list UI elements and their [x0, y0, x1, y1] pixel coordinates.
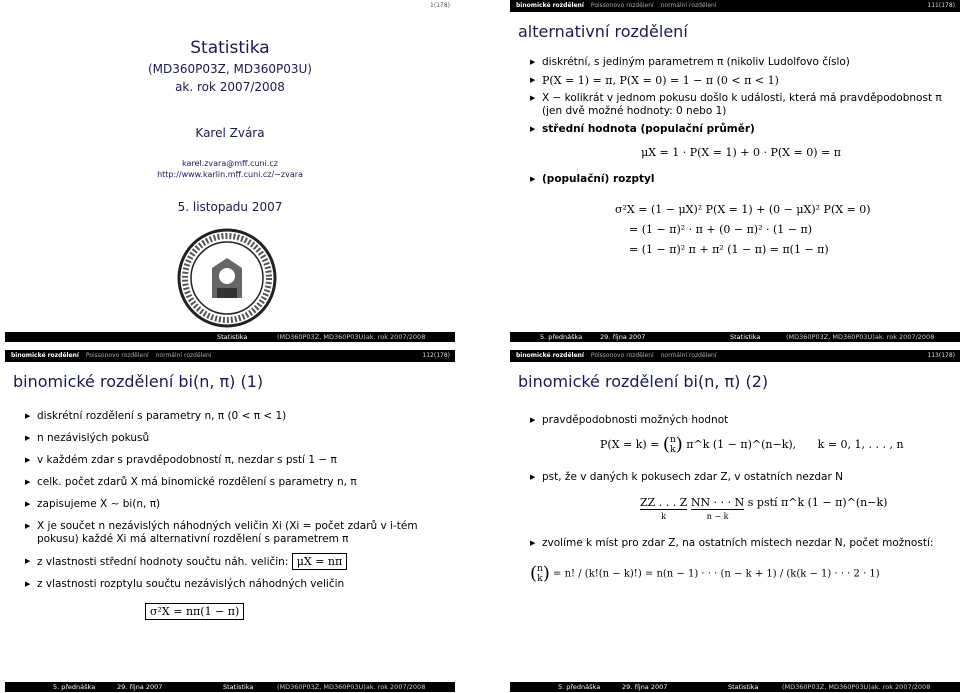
list-item: ▶ zvolíme k míst pro zdar Z, na ostatních místech nezdar N, počet možností:: [530, 537, 952, 550]
bullet-list: [530, 56, 952, 260]
variance-line: = (1 − π)² π + π² (1 − π) = π(1 − π): [629, 243, 829, 256]
variance-box: σ²X = nπ(1 − π): [145, 603, 244, 620]
nav-section[interactable]: binomické rozdělení: [516, 352, 584, 359]
slide-binomial-2: [510, 350, 960, 692]
university-seal-icon: [177, 228, 277, 328]
variance-line: = (1 − π)² · π + (0 − π)² · (1 − π): [629, 223, 813, 236]
list-item: ▶ pst, že v daných k pokusech zdar Z, v ostatních nezdar N: [530, 471, 952, 484]
slide-alternative-distribution: [510, 0, 960, 342]
author-email[interactable]: karel.zvara@mff.cuni.cz: [182, 159, 278, 168]
pmf-formula: P(X = k) = (n k) π^k (1 − π)^(n−k), k = 0, 1, . . . , n: [600, 434, 904, 455]
list-item: ▶ diskrétní rozdělení s parametry n, π (0 < π < 1): [25, 410, 447, 423]
nav-section[interactable]: binomické rozdělení: [516, 2, 584, 9]
list-item: ▶ střední hodnota (populační průměr): [530, 123, 952, 136]
list-item: ▶ X je součet n nezávislých náhodných veličin Xi (Xi = počet zdarů v i-tém pokusu) každé Xi má alternativní rozdělení s parametrem π: [25, 520, 447, 546]
course-code: (MD360P03Z, MD360P03U): [147, 62, 312, 76]
slide-title: alternativní rozdělení: [518, 22, 688, 41]
list-item: ▶ X − kolikrát v jednom pokusu došlo k události, která má pravděpodobnost π (jen dvě možné hodnoty: 0 nebo 1): [530, 92, 952, 118]
slide-navbar: [510, 0, 960, 12]
slide-binomial-1: [5, 350, 455, 692]
nav-poisson[interactable]: Poissonovo rozdělení: [590, 352, 654, 359]
nav-poisson[interactable]: Poissonovo rozdělení: [590, 2, 654, 9]
list-item: ▶ P(X = 1) = π, P(X = 0) = 1 − π (0 < π < 1): [530, 74, 952, 87]
page-number: 112(178): [422, 352, 450, 359]
nav-section[interactable]: binomické rozdělení: [11, 352, 79, 359]
author-name: Karel Zvára: [195, 126, 265, 140]
bullet-list: [530, 414, 952, 584]
page-number: 1(178): [430, 2, 450, 9]
slide-navbar: [5, 350, 455, 362]
list-item: ▶ diskrétní, s jediným parametrem π (nikoliv Ludolfovo číslo): [530, 56, 952, 69]
page-number: 113(178): [927, 352, 955, 359]
list-item: ▶ z vlastnosti rozptylu součtu nezávislých náhodných veličin: [25, 578, 447, 591]
mean-box: μX = nπ: [292, 553, 348, 570]
variance-line: σ²X = (1 − μX)² P(X = 1) + (0 − μX)² P(X = 0): [615, 203, 871, 216]
author-web[interactable]: http://www.karlin.mff.cuni.cz/∼zvara: [157, 170, 303, 179]
list-item: ▶ v každém zdar s pravděpodobností π, nezdar s pstí 1 − π: [25, 454, 447, 467]
slide-footer: 5. přednáška 29. října 2007 Statistika (MD360P03Z, MD360P03U)ak. rok 2007/2008: [510, 332, 960, 342]
sequence-formula: ZZ . . . Z k NN · · · N n − k s pstí π^k (1 − π)^(n−k): [640, 496, 888, 521]
slide-navbar: [510, 350, 960, 362]
list-item: ▶ zapisujeme X ∼ bi(n, π): [25, 498, 447, 511]
nav-poisson[interactable]: Poissonovo rozdělení: [85, 352, 149, 359]
list-item: ▶ z vlastnosti střední hodnoty součtu náh. veličin: μX = nπ: [25, 555, 447, 569]
academic-year: ak. rok 2007/2008: [175, 80, 285, 94]
bullet-list: [25, 410, 447, 619]
list-item: ▶ pravděpodobnosti možných hodnot: [530, 414, 952, 427]
presentation-title: Statistika: [190, 38, 270, 58]
presentation-date: 5. listopadu 2007: [177, 200, 283, 214]
slide-footer: 5. přednáška 29. října 2007 Statistika (MD360P03Z, MD360P03U)ak. rok 2007/2008: [510, 682, 960, 692]
slide-footer: 5. přednáška 29. října 2007 Statistika (MD360P03Z, MD360P03U)ak. rok 2007/2008: [5, 682, 455, 692]
nav-normal[interactable]: normální rozdělení: [155, 352, 212, 359]
variance-derivation: [530, 200, 952, 260]
slide-title: binomické rozdělení bi(n, π) (2): [518, 372, 769, 391]
nav-normal[interactable]: normální rozdělení: [660, 352, 717, 359]
slide1-footer: Statistika (MD360P03Z, MD360P03U)ak. rok 2007/2008: [5, 332, 455, 342]
slide-title: binomické rozdělení bi(n, π) (1): [13, 372, 264, 391]
list-item: ▶ n nezávislých pokusů: [25, 432, 447, 445]
nav-normal[interactable]: normální rozdělení: [660, 2, 717, 9]
list-item: ▶ (populační) rozptyl: [530, 173, 952, 186]
combination-formula: (n k) = n! / (k!(n − k)!) = n(n − 1) · · · (n − k + 1) / (k(k − 1) · · · 2 · 1): [530, 563, 880, 584]
mean-formula: μX = 1 · P(X = 1) + 0 · P(X = 0) = π: [641, 146, 841, 159]
slide-title: [5, 0, 455, 342]
list-item: ▶ celk. počet zdarů X má binomické rozdělení s parametry n, π: [25, 476, 447, 489]
page-number: 111(178): [927, 2, 955, 9]
